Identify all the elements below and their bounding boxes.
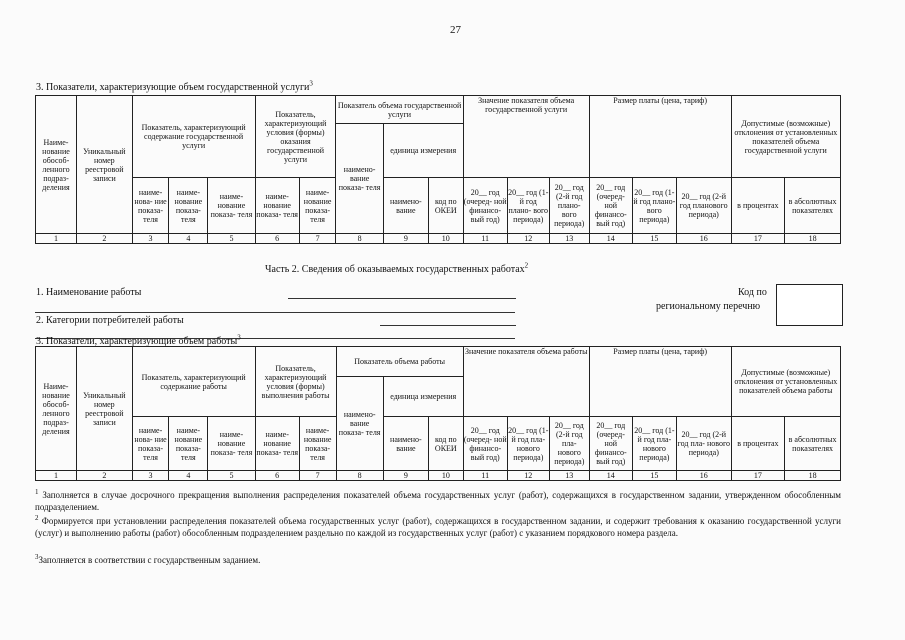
sub-col-unit-name: наимено- вание [383, 178, 428, 234]
col-unit: единица измерения [383, 124, 463, 178]
column-number-11: 11 [463, 471, 507, 481]
col-condition-indicator: Показатель, характеризующий условия (формы) оказания государственной услуги [255, 96, 336, 178]
col-content-indicator: Показатель, характеризующий содержание работы [132, 347, 255, 417]
col-volume-indicator: Показатель объема государственной услуги [336, 96, 463, 124]
section-title-service-volume: 3. Показатели, характеризующие объем государственной услуги$^3$ [36, 79, 313, 93]
column-number-16: 16 [676, 471, 731, 481]
column-number-14: 14 [589, 234, 632, 244]
service-volume-table [35, 95, 841, 244]
sub-col-11: 20__ год (очеред- ной финансо- вый год) [463, 417, 507, 471]
sub-col-absolute: в абсолютных показателях [785, 178, 841, 234]
sub-col-percent: в процентах [731, 178, 785, 234]
column-number-10: 10 [428, 471, 463, 481]
column-number-15: 15 [632, 471, 676, 481]
col-subdivision-name: Наиме- нование обособ- ленного подраз- деления [36, 96, 77, 234]
column-numbers-row [36, 471, 841, 481]
sub-col-13: 20__ год (2-й год плано- вого периода) [549, 178, 589, 234]
sub-col-4: наиме- нование показа- теля [169, 417, 208, 471]
column-number-9: 9 [383, 234, 428, 244]
column-number-17: 17 [731, 234, 785, 244]
column-number-15: 15 [632, 234, 676, 244]
sub-col-6: наиме- нование показа- теля [255, 178, 299, 234]
sub-col-7: наиме- нование показа- теля [299, 178, 336, 234]
column-number-18: 18 [785, 234, 841, 244]
sub-col-okei: код по ОКЕИ [428, 417, 463, 471]
sub-col-percent: в процентах [731, 417, 785, 471]
sub-col-14: 20__ год (очеред- ной финансо- вый год) [589, 417, 632, 471]
column-number-10: 10 [428, 234, 463, 244]
regional-code-box[interactable] [776, 284, 843, 326]
col-condition-indicator: Показатель, характеризующий условия (формы) выполнения работы [255, 347, 336, 417]
column-number-2: 2 [76, 471, 132, 481]
column-number-13: 13 [549, 234, 589, 244]
section-title-work-volume: 3. Показатели, характеризующие объем работы$^3$ [36, 333, 241, 347]
column-number-4: 4 [169, 471, 208, 481]
col-deviation: Допустимые (возможные) отклонения от установленных показателей объема государственной услуги [731, 96, 840, 178]
col-fee: Размер платы (цена, тариф) [589, 347, 731, 417]
sub-col-16: 20__ год (2-й год пла- нового периода) [676, 417, 731, 471]
footnote-2: $^2$ Формируется при установлении распределения показателей объема государственных услуг (работ), содержащихся в государственном задании, и содержит требования к оказанию государственной услуги (услуг) и выполнению работы (работ) обособленным подразделением раздельно по каждой из государственных услуг (работ) с указанием порядкового номера раздела. [35, 514, 842, 538]
column-number-6: 6 [255, 471, 299, 481]
sub-col-3: наиме- нова- ние показа- теля [132, 417, 169, 471]
work-name-field[interactable] [288, 298, 516, 299]
col-volume-indicator: Показатель объема работы [336, 347, 463, 377]
sub-col-14: 20__ год (очеред- ной финансо- вый год) [589, 178, 632, 234]
column-number-7: 7 [299, 234, 336, 244]
sub-col-okei: код по ОКЕИ [428, 178, 463, 234]
column-number-3: 3 [132, 234, 169, 244]
column-number-11: 11 [463, 234, 507, 244]
sub-col-13: 20__ год (2-й год пла- нового периода) [549, 417, 589, 471]
col-unique-number: Уникальный номер реестровой записи [76, 347, 132, 471]
sub-col-unit-name: наимено- вание [383, 417, 428, 471]
column-number-1: 1 [36, 471, 77, 481]
regional-list-label: региональному перечню [656, 301, 761, 312]
column-number-8: 8 [336, 471, 383, 481]
column-number-5: 5 [208, 471, 255, 481]
work-name-field-line-2[interactable] [35, 312, 515, 313]
col-volume-value: Значение показателя объема государственной услуги [463, 96, 589, 178]
column-number-13: 13 [549, 471, 589, 481]
sub-col-7: наиме- нование показа- теля [299, 417, 336, 471]
col-volume-value: Значение показателя объема работы [463, 347, 589, 417]
part-2-title: Часть 2. Сведения об оказываемых государственных работах$^2$ [265, 261, 529, 275]
column-number-5: 5 [208, 234, 255, 244]
column-number-12: 12 [507, 234, 549, 244]
col-deviation: Допустимые (возможные) отклонения от установленных показателей объема работы [731, 347, 840, 417]
column-number-12: 12 [507, 471, 549, 481]
column-number-7: 7 [299, 471, 336, 481]
column-number-6: 6 [255, 234, 299, 244]
work-volume-table [35, 346, 841, 481]
sub-col-absolute: в абсолютных показателях [785, 417, 841, 471]
footnote-1: $^1$ Заполняется в случае досрочного прекращения выполнения распределения показателей объема государственных услуг (работ), содержащихся в государственном задании, утвержденном обособленным подразделением. [35, 488, 842, 512]
consumers-label: 2. Категории потребителей работы [36, 315, 184, 326]
sub-col-5: наиме- нование показа- теля [208, 417, 255, 471]
code-label: Код по [738, 287, 767, 298]
col-subdivision-name: Наиме- нование обособ- ленного подраз- деления [36, 347, 77, 471]
sub-col-15: 20__ год (1-й год плано- вого периода) [632, 178, 676, 234]
page-number: 27 [450, 24, 461, 36]
sub-col-3: наиме- нова- ние показа- теля [132, 178, 169, 234]
column-number-3: 3 [132, 471, 169, 481]
column-number-8: 8 [336, 234, 383, 244]
column-number-9: 9 [383, 471, 428, 481]
col-volume-name: наимено- вание показа- теля [336, 377, 383, 471]
column-number-1: 1 [36, 234, 77, 244]
column-numbers-row [36, 234, 841, 244]
column-number-2: 2 [76, 234, 132, 244]
work-name-label: 1. Наименование работы [36, 287, 142, 298]
consumers-field[interactable] [380, 325, 516, 326]
column-number-14: 14 [589, 471, 632, 481]
sub-col-12: 20__ год (1-й год плано- вого периода) [507, 178, 549, 234]
col-volume-name: наимено- вание показа- теля [336, 124, 383, 234]
sub-col-12: 20__ год (1-й год пла- нового периода) [507, 417, 549, 471]
sub-col-11: 20__ год (очеред- ной финансо- вый год) [463, 178, 507, 234]
sub-col-4: наиме- нование показа- теля [169, 178, 208, 234]
column-number-17: 17 [731, 471, 785, 481]
sub-col-15: 20__ год (1-й год пла- нового периода) [632, 417, 676, 471]
column-number-18: 18 [785, 471, 841, 481]
col-unique-number: Уникальный номер реестровой записи [76, 96, 132, 234]
sub-col-5: наиме- нование показа- теля [208, 178, 255, 234]
col-content-indicator: Показатель, характеризующий содержание государственной услуги [132, 96, 255, 178]
column-number-16: 16 [676, 234, 731, 244]
sub-col-6: наиме- нование показа- теля [255, 417, 299, 471]
col-fee: Размер платы (цена, тариф) [589, 96, 731, 178]
footnote-3: $^3$Заполняется в соответствии с государственным заданием. [35, 553, 261, 565]
column-number-4: 4 [169, 234, 208, 244]
col-unit: единица измерения [383, 377, 463, 417]
sub-col-16: 20__ год (2-й год планового периода) [676, 178, 731, 234]
